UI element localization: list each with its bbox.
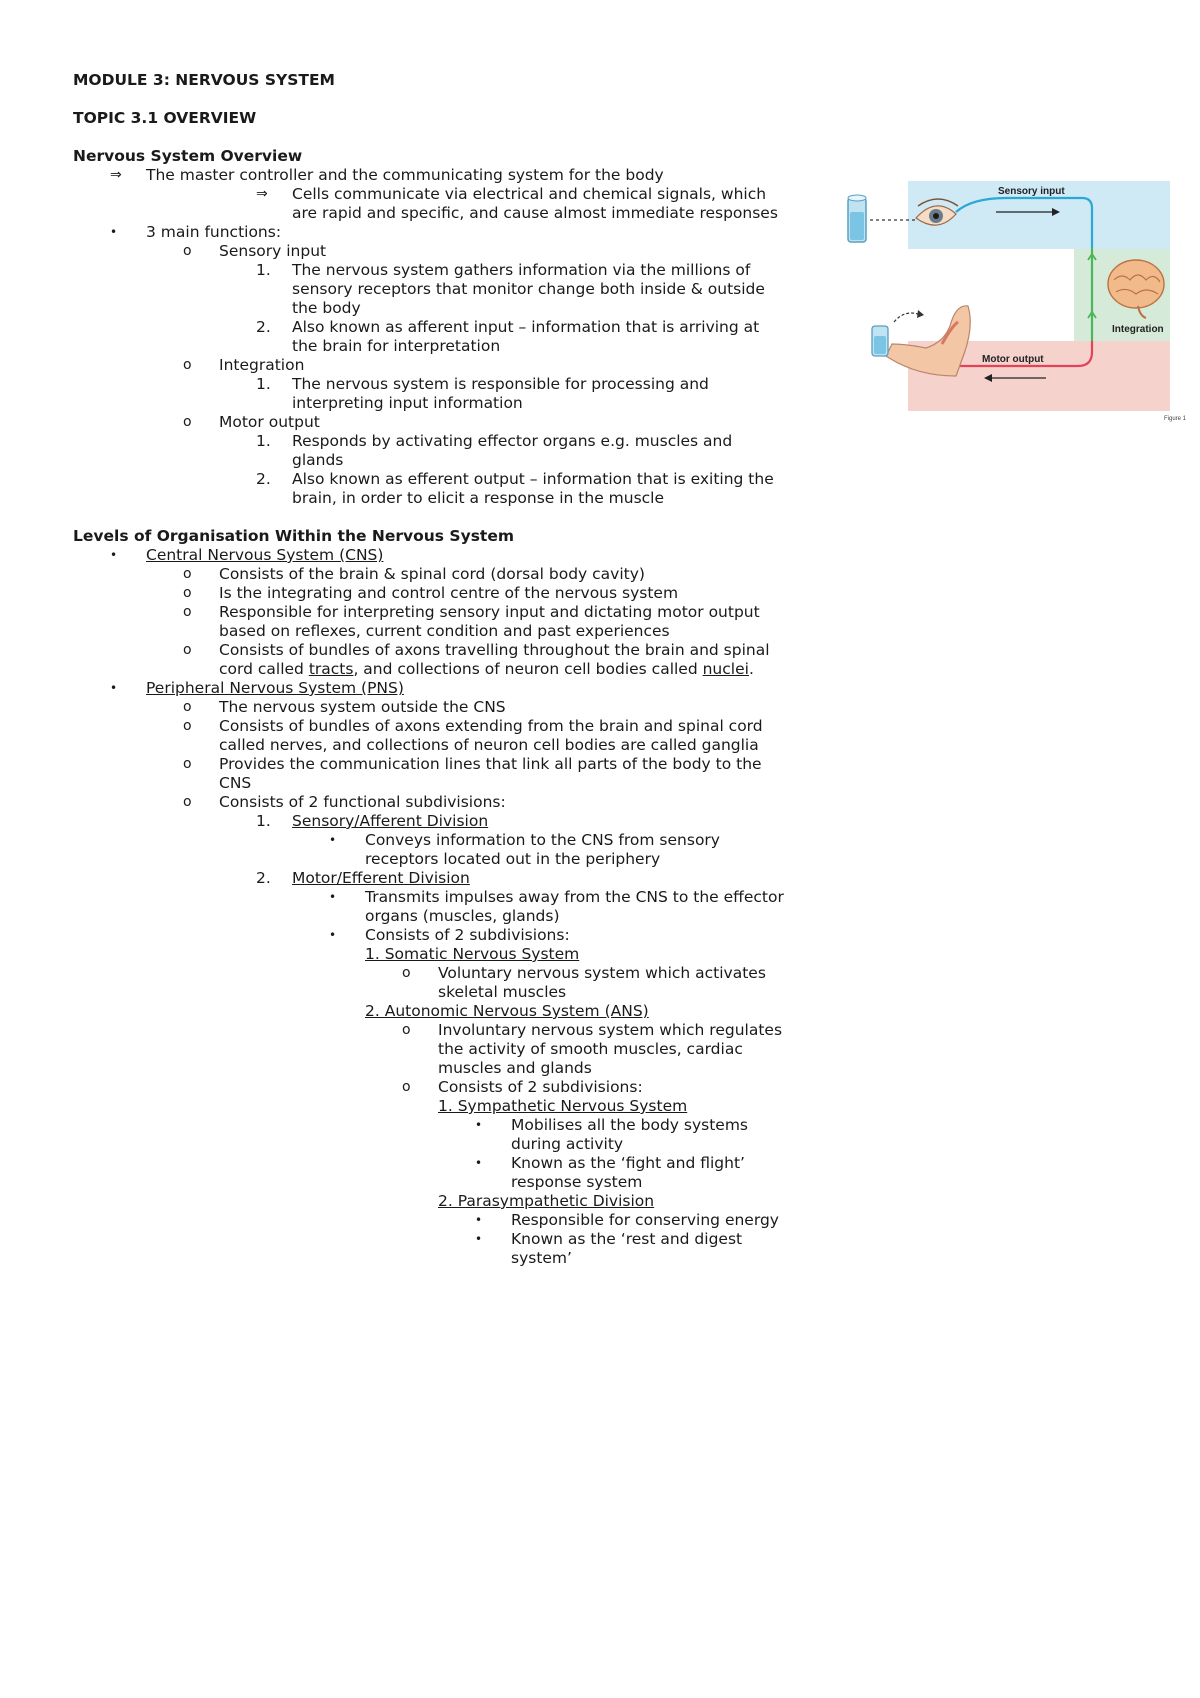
number-marker: 1. [256, 812, 271, 830]
efferent-heading: Motor/Efferent Division [292, 869, 470, 887]
arm-icon [886, 306, 970, 376]
motor-output-label: Motor output [982, 354, 1044, 365]
sensory-input-label: Sensory input [998, 186, 1065, 197]
list-line: response system [511, 1173, 643, 1191]
list-line: Consists of bundles of axons extending from the brain and spinal cord [219, 717, 763, 735]
list-line: based on reflexes, current condition and past experiences [219, 622, 670, 640]
list-line: Responsible for conserving energy [511, 1211, 779, 1229]
list-line: during activity [511, 1135, 624, 1153]
overview-heading: Nervous System Overview [73, 147, 303, 165]
circle-marker: o [183, 718, 192, 734]
motion-arrow-head [917, 310, 924, 318]
list-line: the body [292, 299, 361, 317]
bullet-marker: • [110, 225, 118, 239]
overview-line: are rapid and specific, and cause almost immediate responses [292, 204, 778, 222]
circle-marker: o [183, 699, 192, 715]
afferent-heading: Sensory/Afferent Division [292, 812, 489, 830]
sympathetic-heading: 1. Sympathetic Nervous System [438, 1097, 688, 1115]
list-line: muscles and glands [438, 1059, 592, 1077]
number-marker: 1. [256, 432, 271, 450]
list-line: system’ [511, 1249, 572, 1267]
list-line: skeletal muscles [438, 983, 567, 1001]
number-marker: 1. [256, 261, 271, 279]
bullet-marker: • [475, 1232, 483, 1246]
circle-marker: o [402, 965, 411, 981]
list-line: Provides the communication lines that link all parts of the body to the [219, 755, 762, 773]
text-run: cord called [219, 660, 309, 678]
figure-caption: Figure 1 [1164, 416, 1187, 422]
overview-line: Cells communicate via electrical and chemical signals, which [292, 185, 767, 203]
text-run: . [748, 660, 754, 678]
cns-heading: Central Nervous System (CNS) [146, 546, 384, 564]
list-line: Consists of 2 subdivisions: [365, 926, 570, 944]
glass-in-hand-icon [872, 326, 888, 356]
topic-title: TOPIC 3.1 OVERVIEW [73, 109, 257, 127]
function-motor: Motor output [219, 413, 320, 431]
list-line: Also known as afferent input – information that is arriving at [292, 318, 760, 336]
number-marker: 2. [256, 470, 271, 488]
list-line: Conveys information to the CNS from sensory [365, 831, 720, 849]
bullet-marker: • [110, 681, 118, 695]
circle-marker: o [183, 566, 192, 582]
list-line: Also known as efferent output – information that is exiting the [292, 470, 774, 488]
list-line: interpreting input information [292, 394, 523, 412]
list-line: Is the integrating and control centre of the nervous system [219, 584, 679, 602]
function-integration: Integration [219, 356, 305, 374]
list-line: the brain for interpretation [292, 337, 501, 355]
list-line: Consists of bundles of axons travelling throughout the brain and spinal [219, 641, 770, 659]
circle-marker: o [402, 1079, 411, 1095]
bullet-marker: • [475, 1156, 483, 1170]
nervous-system-functions-figure [846, 176, 1190, 426]
circle-marker: o [183, 357, 192, 373]
list-line: Known as the ‘rest and digest [511, 1230, 743, 1248]
list-line [219, 660, 754, 679]
module-title: MODULE 3: NERVOUS SYSTEM [73, 71, 335, 89]
circle-marker: o [183, 642, 192, 658]
number-marker: 1. [256, 375, 271, 393]
list-line: Consists of 2 functional subdivisions: [219, 793, 506, 811]
levels-heading: Levels of Organisation Within the Nervous System [73, 527, 514, 545]
circle-marker: o [183, 414, 192, 430]
list-line: brain, in order to elicit a response in the muscle [292, 489, 665, 507]
list-line: the activity of smooth muscles, cardiac [438, 1040, 743, 1058]
motion-arrow [894, 313, 918, 322]
integration-label: Integration [1112, 324, 1164, 335]
list-line: sensory receptors that monitor change both inside & outside [292, 280, 765, 298]
list-line: called nerves, and collections of neuron cell bodies are called ganglia [219, 736, 759, 754]
circle-marker: o [183, 756, 192, 772]
pns-heading: Peripheral Nervous System (PNS) [146, 679, 404, 697]
ans-heading: 2. Autonomic Nervous System (ANS) [365, 1002, 649, 1020]
list-line: Consists of 2 subdivisions: [438, 1078, 643, 1096]
list-line: Responds by activating effector organs e.g. muscles and [292, 432, 733, 450]
list-line: Voluntary nervous system which activates [438, 964, 766, 982]
circle-marker: o [183, 794, 192, 810]
bullet-marker: • [475, 1213, 483, 1227]
circle-marker: o [183, 585, 192, 601]
list-line: organs (muscles, glands) [365, 907, 560, 925]
list-line: glands [292, 451, 344, 469]
arrow-marker: ⇒ [256, 186, 268, 202]
glass-icon [848, 195, 866, 242]
circle-marker: o [183, 243, 192, 259]
overview-line: The master controller and the communicating system for the body [146, 166, 664, 184]
bullet-marker: • [110, 548, 118, 562]
number-marker: 2. [256, 869, 271, 887]
list-line: The nervous system is responsible for processing and [292, 375, 709, 393]
term-nuclei: nuclei [702, 660, 749, 678]
list-line: Transmits impulses away from the CNS to the effector [365, 888, 784, 906]
term-tracts: tracts [308, 660, 354, 678]
bullet-marker: • [329, 833, 337, 847]
number-marker: 2. [256, 318, 271, 336]
bullet-marker: • [329, 928, 337, 942]
function-sensory: Sensory input [219, 242, 327, 260]
list-line: Responsible for interpreting sensory input and dictating motor output [219, 603, 760, 621]
list-line: Consists of the brain & spinal cord (dorsal body cavity) [219, 565, 645, 583]
bullet-marker: • [475, 1118, 483, 1132]
list-line: Known as the ‘fight and flight’ [511, 1154, 745, 1172]
list-line: CNS [219, 774, 252, 792]
text-run: , and collections of neuron cell bodies called [353, 660, 703, 678]
somatic-heading: 1. Somatic Nervous System [365, 945, 580, 963]
parasympathetic-heading: 2. Parasympathetic Division [438, 1192, 655, 1210]
circle-marker: o [183, 604, 192, 620]
list-line: The nervous system outside the CNS [219, 698, 506, 716]
arrow-marker: ⇒ [110, 167, 122, 183]
list-line: The nervous system gathers information via the millions of [292, 261, 751, 279]
list-line: receptors located out in the periphery [365, 850, 661, 868]
circle-marker: o [402, 1022, 411, 1038]
list-line: Mobilises all the body systems [511, 1116, 749, 1134]
list-line: Involuntary nervous system which regulates [438, 1021, 783, 1039]
bullet-marker: • [329, 890, 337, 904]
functions-line: 3 main functions: [146, 223, 282, 241]
